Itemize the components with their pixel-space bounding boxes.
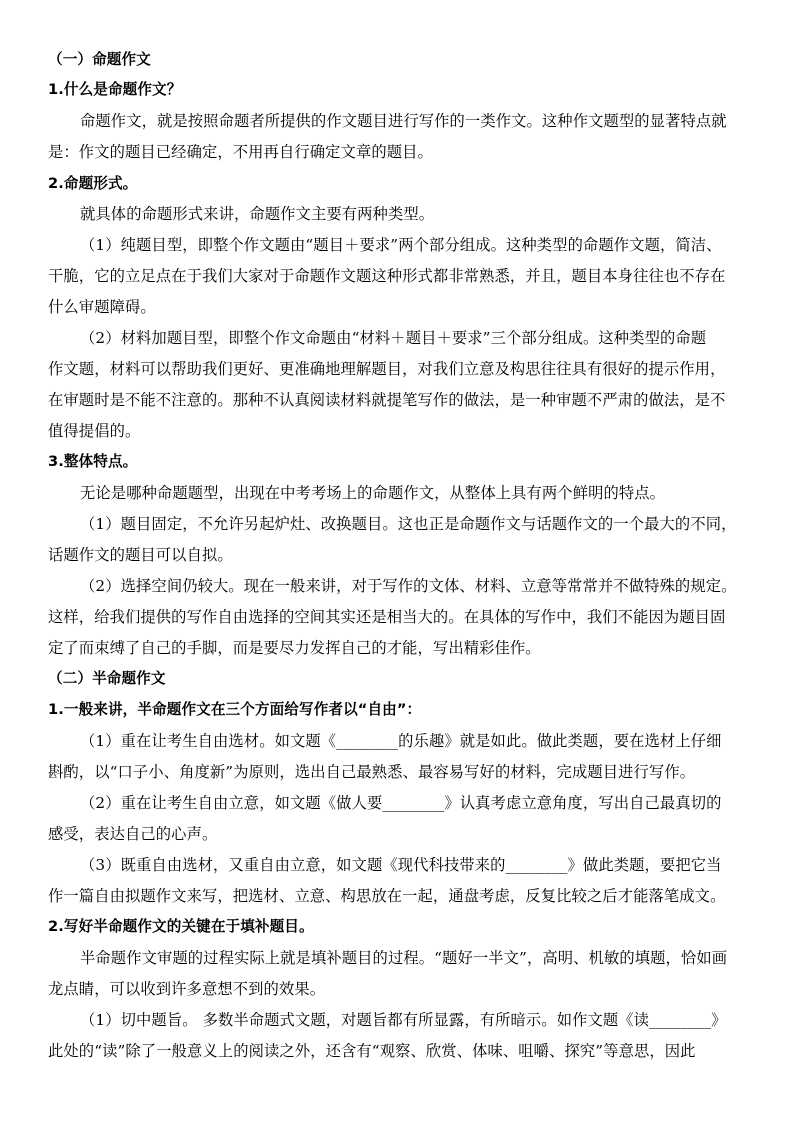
paragraph-line: 无论是哪种命题题型，出现在中考考场上的命题作文，从整体上具有两个鲜明的特点。 [80,484,666,502]
paragraph-line: 什么审题障碍。 [48,298,156,316]
paragraph-line: 此处的“读”除了一般意义上的阅读之外，还含有“观察、欣赏、体味、咀嚼、探究”等意思，因此 [48,1042,696,1060]
subsection-heading: 3.整体特点。 [48,453,138,470]
paragraph-line: 斟酌，以“口子小、角度新”为原则，选出自己最熟悉、最容易写好的材料，完成题目进行写作。 [48,763,696,781]
paragraph-line: 龙点睛，可以收到许多意想不到的效果。 [48,980,326,998]
paragraph-line: 是：作文的题目已经确定，不用再自行确定文章的题目。 [48,143,433,161]
paragraph-line: 就具体的命题形式来讲，命题作文主要有两种类型。 [80,205,435,223]
paragraph-line: （2）选择空间仍较大。现在一般来讲，对于写作的文体、材料、立意等常常并不做特殊的规定。 [80,577,737,595]
paragraph-line: （3）既重自由选材，又重自由立意，如文题《现代科技带来的________》做此类题，要把它当 [80,856,722,874]
paragraph-line: 作一篇自由拟题作文来写，把选材、立意、构思放在一起，通盘考虑，反复比较之后才能落笔成文。 [48,887,726,905]
paragraph-line: 半命题作文审题的过程实际上就是填补题目的过程。“题好一半文”，高明、机敏的填题，恰如画 [80,949,728,967]
paragraph-line: 作文题，材料可以帮助我们更好、更准确地理解题目，对我们立意及构思往往具有很好的提示作用， [48,360,726,378]
paragraph-line: （1）重在让考生自由选材。如文题《________的乐趣》就是如此。做此类题，要在选材上仔细 [80,732,722,750]
paragraph-line: 值得提倡的。 [48,422,141,440]
subsection-heading: 2.写好半命题作文的关键在于填补题目。 [48,918,314,935]
paragraph-line: 话题作文的题目可以自拟。 [48,546,233,564]
subsection-heading: 1.一般来讲，半命题作文在三个方面给写作者以“自由”： [48,701,422,718]
section-heading: （二）半命题作文 [48,670,166,687]
subsection-heading: 2.命题形式。 [48,175,138,192]
paragraph-line: 感受，表达自己的心声。 [48,825,218,843]
paragraph-line: 这样，给我们提供的写作自由选择的空间其实还是相当大的。在具体的写作中，我们不能因为题目固 [48,608,726,626]
paragraph-line: （2）材料加题目型，即整个作文命题由“材料＋题目＋要求”三个部分组成。这种类型的命题 [80,329,707,347]
paragraph-line: 命题作文，就是按照命题者所提供的作文题目进行写作的一类作文。这种作文题型的显著特点就 [80,112,727,130]
paragraph-line: （1）纯题目型，即整个作文题由“题目＋要求”两个部分组成。这种类型的命题作文题，简洁、 [80,236,722,254]
paragraph-line: 干脆，它的立足点在于我们大家对于命题作文题这种形式都非常熟悉，并且，题目本身往往也不存在 [48,267,726,285]
subsection-heading: 1.什么是命题作文？ [48,81,182,98]
section-heading: （一）命题作文 [48,51,151,68]
paragraph-line: （1）切中题旨。 多数半命题式文题，对题旨都有所显露，有所暗示。如作文题《读________》 [80,1011,727,1029]
paragraph-line: 在审题时是不能不注意的。那种不认真阅读材料就提笔写作的做法，是一种审题不严肃的做法，是不 [48,391,726,409]
paragraph-line: （2）重在让考生自由立意，如文题《做人要________》认真考虑立意角度，写出自己最真切的 [80,794,722,812]
paragraph-line: 定了而束缚了自己的手脚，而是要尽力发挥自己的才能，写出精彩佳作。 [48,639,541,657]
paragraph-line: （1）题目固定，不允许另起炉灶、改换题目。这也正是命题作文与话题作文的一个最大的不同， [80,515,737,533]
